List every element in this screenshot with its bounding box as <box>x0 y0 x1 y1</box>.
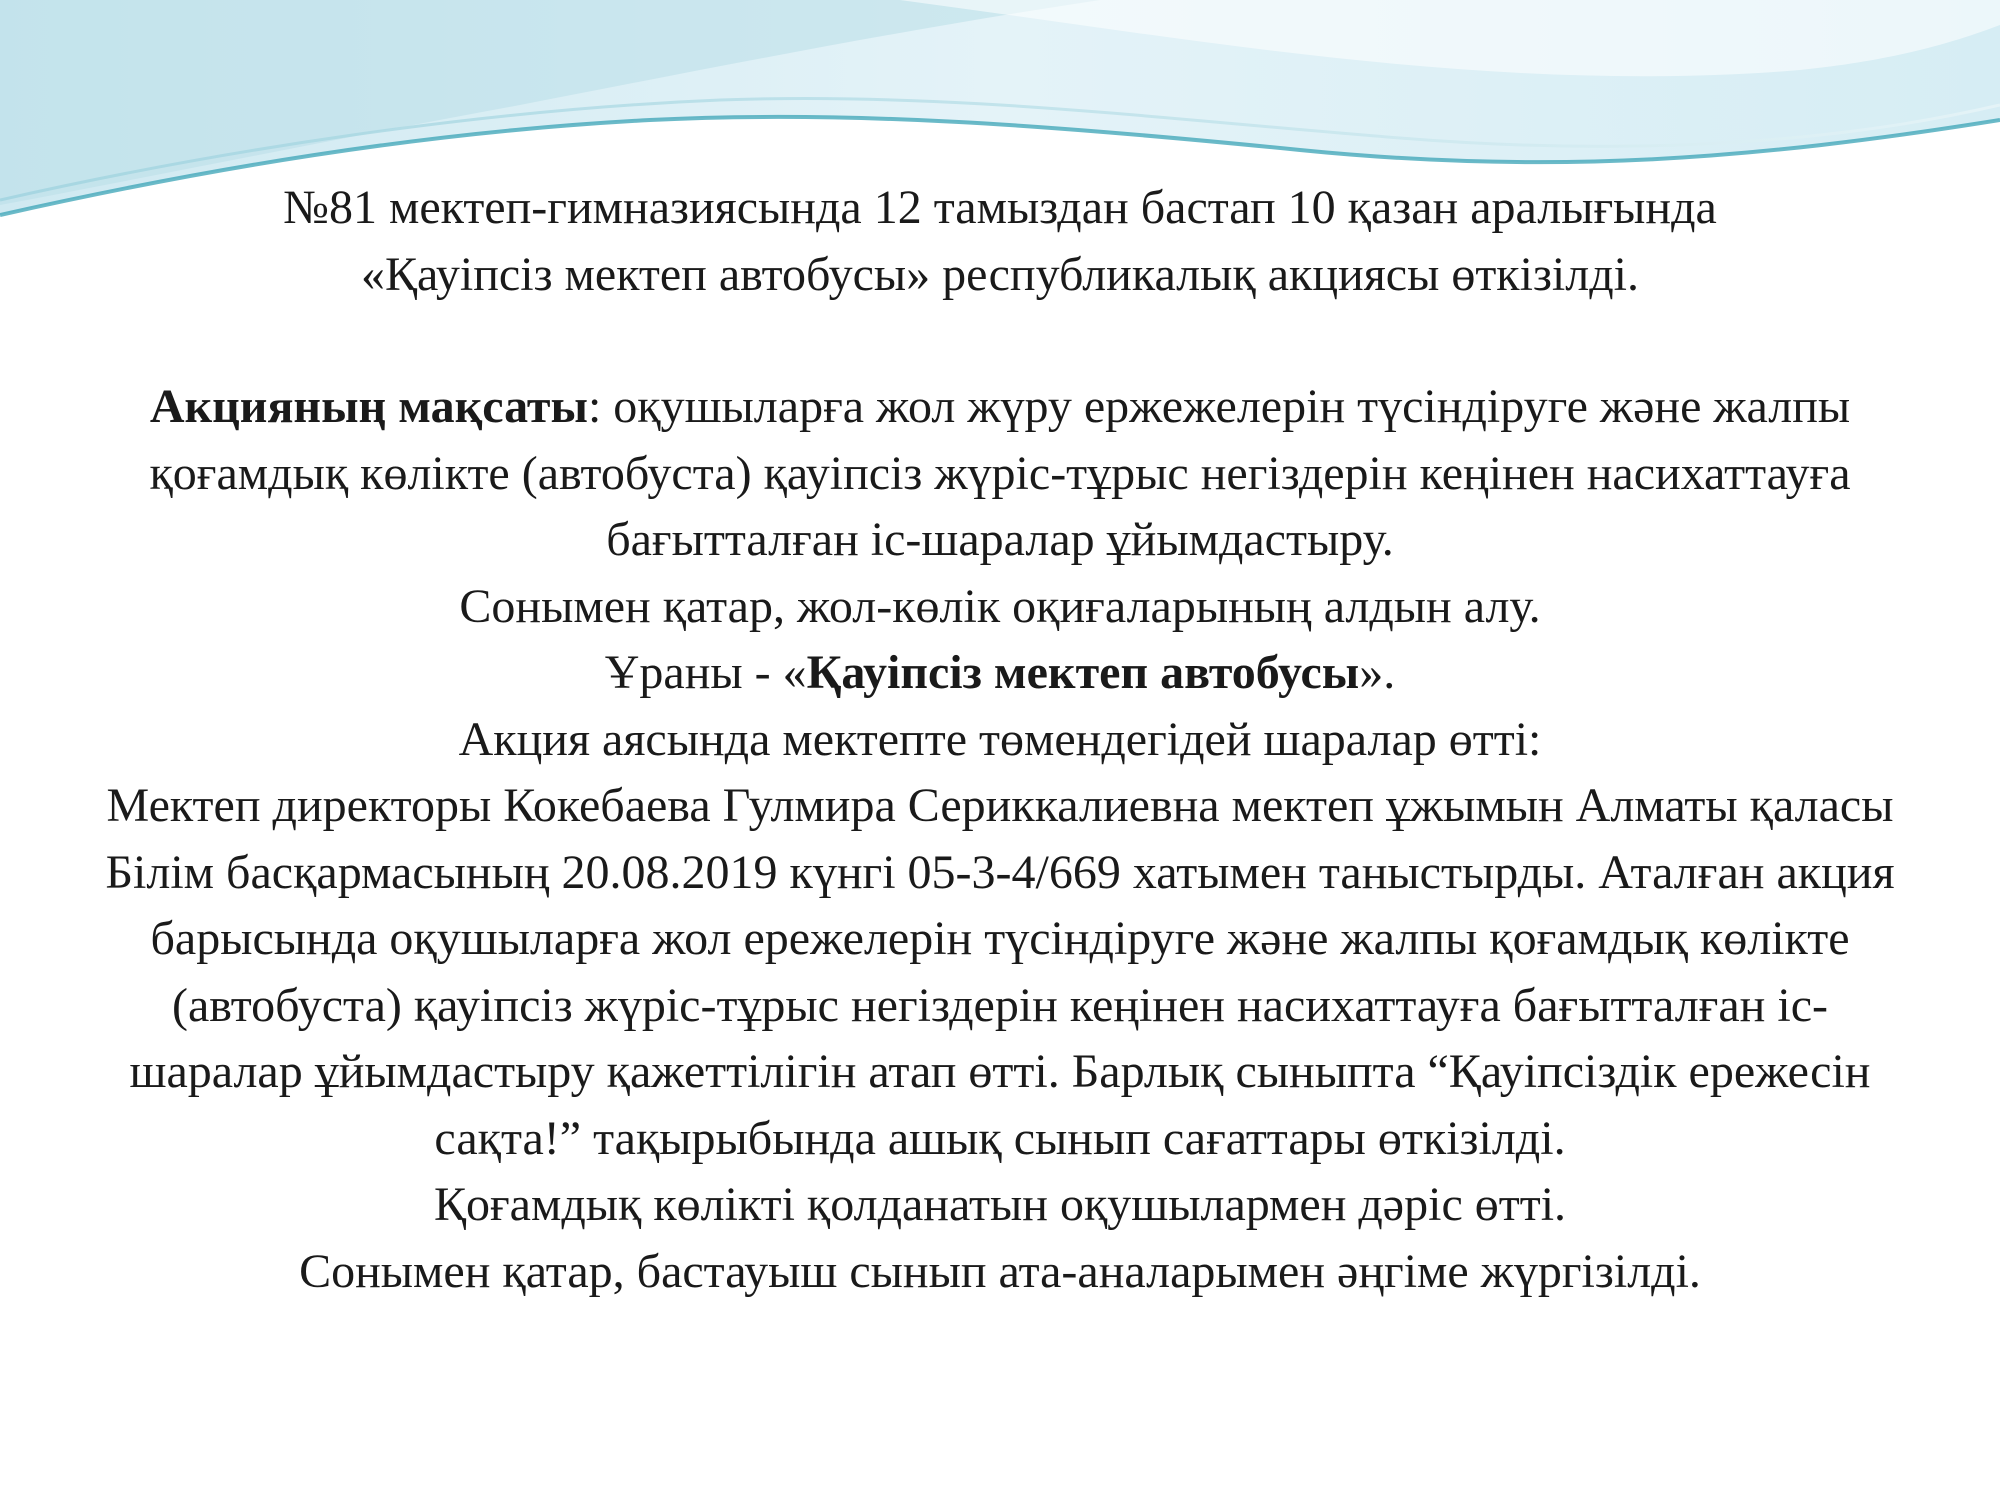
lecture-line: Қоғамдық көлікті қолданатын оқушылармен дәріс өтті. <box>433 1178 1567 1231</box>
goal-text: : оқушыларға жол жүру ержежелерін түсіндіруге және жалпы қоғамдық көлікте (автобуста) қауіпсіз жүріс-тұрыс негіздерін кеңінен насихаттауға бағытталған іс-шаралар ұйымдастыру. <box>149 380 1851 566</box>
goal-label: Акцияның мақсаты <box>149 380 588 433</box>
intro-line-2: «Қауіпсіз мектеп автобусы» республикалық акциясы өткізілді. <box>361 247 1639 301</box>
goal-paragraph <box>90 374 1910 574</box>
slogan-line <box>90 640 1910 707</box>
slogan-suffix: ». <box>1359 646 1396 699</box>
slogan-prefix: Ұраны - « <box>604 646 807 699</box>
events-intro: Акция аясында мектепте төмендегідей шаралар өтті: <box>458 712 1542 766</box>
parents-line: Сонымен қатар, бастауыш сынып ата-аналарымен әңгіме жүргізілді. <box>299 1244 1701 1298</box>
slogan-bold: Қауіпсіз мектеп автобусы <box>806 646 1360 699</box>
director-paragraph: Мектеп директоры Кокебаева Гулмира Сериккалиевна мектеп ұжымын Алматы қаласы Білім басқармасының 20.08.2019 күнгі 05-3-4/669 хатымен таныстырды. Аталған акция барысында оқушыларға жол ережелерін түсіндіруге және жалпы қоғамдық көлікте (автобуста) қауіпсіз жүріс-тұрыс негіздерін кеңінен насихаттауға бағытталған іс-шаралар ұйымдастыру қажеттілігін атап өтті. Барлық сыныпта “Қауіпсіздік ережесін сақта!” тақырыбында ашық сынып сағаттары өткізілді. <box>105 779 1895 1165</box>
intro-line-1: №81 мектеп-гимназиясында 12 тамыздан бастап 10 қазан аралығында <box>283 181 1717 234</box>
slide-body <box>90 175 1910 1305</box>
paragraph-gap <box>90 308 1910 374</box>
prevention-line: Сонымен қатар, жол-көлік оқиғаларының алдын алу. <box>459 579 1541 633</box>
